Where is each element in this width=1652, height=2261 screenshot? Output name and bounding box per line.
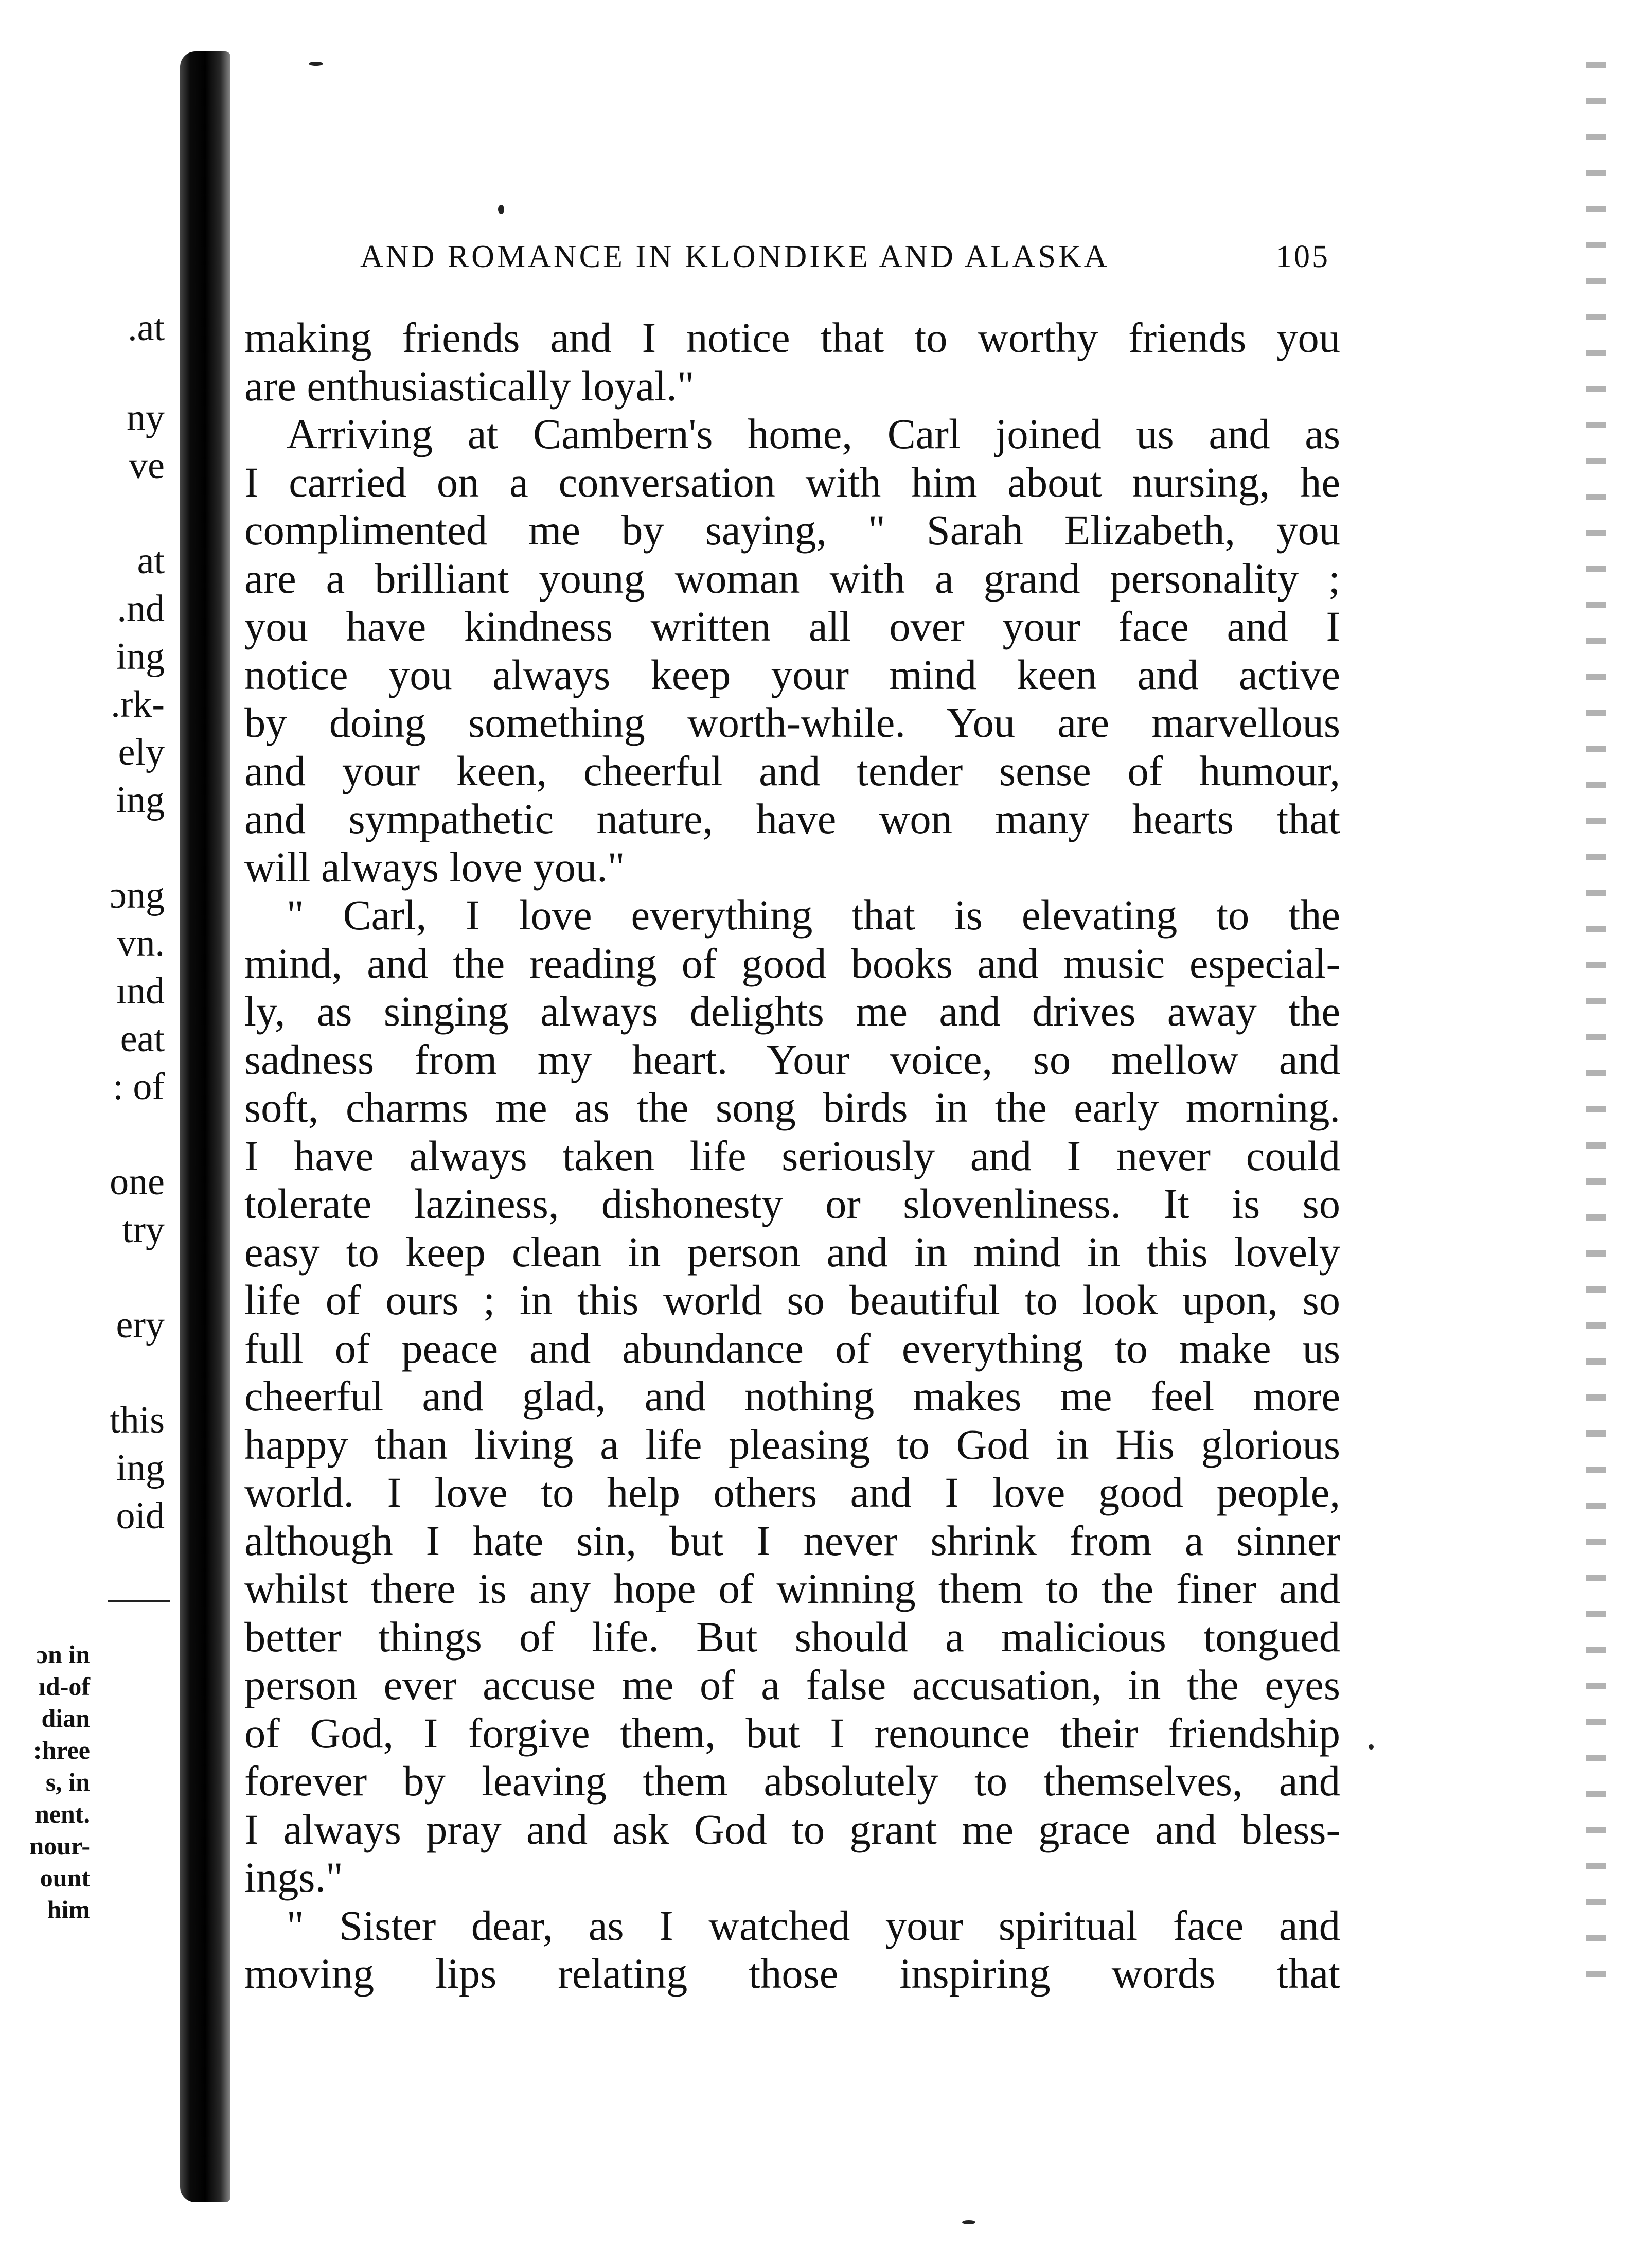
facing-line: eat: [120, 1018, 165, 1060]
text-line: you have kindness written all over your face and I: [244, 603, 1340, 650]
text-line: mind, and the reading of good books and music especial-: [244, 939, 1340, 987]
text-line: tolerate laziness, dishonesty or slovenliness. It is so: [244, 1180, 1340, 1227]
text-line: by doing something worth-while. You are marvellous: [244, 699, 1340, 746]
facing-line: at: [137, 540, 165, 582]
scan-speck: [962, 2220, 975, 2224]
text-line: " Carl, I love everything that is elevating to the: [287, 891, 1340, 939]
facing-line: this: [110, 1399, 165, 1441]
scan-speck: [498, 205, 504, 214]
text-line: ly, as singing always delights me and drives away the: [244, 987, 1340, 1035]
facing-line: .rk-: [111, 683, 165, 726]
book-gutter-shadow: [180, 51, 230, 2202]
text-line: are enthusiastically loyal.": [244, 362, 695, 410]
facing-line: .nd: [117, 588, 165, 630]
facing-line: ing: [116, 1447, 165, 1489]
text-line: making friends and I notice that to worthy friends you: [244, 314, 1340, 361]
facing-note-line: s, in: [45, 1768, 90, 1796]
facing-note-line: :hree: [33, 1736, 90, 1764]
text-line: notice you always keep your mind keen and active: [244, 650, 1340, 698]
facing-note-line: nour-: [29, 1831, 90, 1860]
text-line: will always love you.": [244, 843, 625, 891]
text-line: I carried on a conversation with him about nursing, he: [244, 458, 1340, 506]
text-line: I have always taken life seriously and I never could: [244, 1132, 1340, 1179]
text-line: are a brilliant young woman with a grand personality ;: [244, 554, 1340, 602]
text-line: world. I love to help others and I love good people,: [244, 1469, 1340, 1516]
page-number: 105: [1276, 239, 1330, 274]
text-line: Arriving at Cambern's home, Carl joined us and as: [287, 410, 1340, 457]
text-line: cheerful and glad, and nothing makes me feel more: [244, 1372, 1340, 1420]
running-head-title: AND ROMANCE IN KLONDIKE AND ALASKA: [360, 239, 1110, 274]
text-line: complimented me by saying, " Sarah Elizabeth, you: [244, 506, 1340, 554]
facing-note-line: ɔn in: [36, 1640, 90, 1669]
text-line: person ever accuse me of a false accusation, in the eyes: [244, 1661, 1340, 1708]
facing-line: ely: [118, 731, 165, 773]
facing-line: try: [122, 1209, 165, 1251]
facing-note-line: ıd-of: [39, 1672, 90, 1701]
page-body: [244, 314, 1340, 1998]
text-line: and sympathetic nature, have won many hearts that: [244, 795, 1340, 842]
facing-note-line: dian: [41, 1704, 90, 1733]
facing-note-line: him: [47, 1895, 90, 1924]
text-line: sadness from my heart. Your voice, so mellow and: [244, 1035, 1340, 1083]
text-line: whilst there is any hope of winning them to the finer and: [244, 1565, 1340, 1612]
page-edge-artifact: [1586, 62, 1606, 1997]
text-line: happy than living a life pleasing to God in His glorious: [244, 1420, 1340, 1468]
text-line: although I hate sin, but I never shrink from a sinner: [244, 1516, 1340, 1564]
scan-speck: [309, 62, 323, 66]
text-line: full of peace and abundance of everything to make us: [244, 1324, 1340, 1372]
text-line: soft, charms me as the song birds in the early morning.: [244, 1084, 1340, 1131]
facing-line: ɔng: [110, 874, 165, 916]
facing-line: oid: [116, 1495, 165, 1537]
facing-line: ny: [127, 397, 165, 439]
text-line: forever by leaving them absolutely to themselves, and: [244, 1757, 1340, 1805]
text-line: and your keen, cheerful and tender sense of humour,: [244, 747, 1340, 794]
text-line: better things of life. But should a malicious tongued: [244, 1613, 1340, 1661]
facing-line: ing: [116, 635, 165, 678]
text-line: " Sister dear, as I watched your spiritual face and: [287, 1901, 1340, 1949]
facing-footnote-rule: [108, 1600, 170, 1602]
text-line: life of ours ; in this world so beautiful to look upon, so: [244, 1276, 1340, 1323]
text-line: moving lips relating those inspiring words that: [244, 1950, 1340, 1997]
facing-note-line: ount: [40, 1863, 90, 1892]
facing-line: .at: [128, 307, 165, 349]
facing-line: ery: [116, 1304, 165, 1346]
text-line: easy to keep clean in person and in mind in this lovely: [244, 1228, 1340, 1276]
facing-note-line: nent.: [35, 1799, 90, 1828]
text-line: of God, I forgive them, but I renounce their friendship: [244, 1709, 1340, 1757]
facing-line: ve: [129, 445, 165, 487]
text-line: ings.": [244, 1853, 343, 1901]
text-line: I always pray and ask God to grant me grace and bless-: [244, 1805, 1340, 1853]
facing-page-fragment: [0, 0, 170, 2261]
scan-speck: [1369, 1744, 1374, 1750]
facing-line: one: [110, 1161, 165, 1203]
facing-line: vn.: [117, 922, 165, 964]
running-head: [360, 239, 1441, 280]
facing-line: ınd: [116, 970, 165, 1012]
facing-line: ing: [116, 779, 165, 821]
facing-line: : of: [113, 1066, 165, 1108]
